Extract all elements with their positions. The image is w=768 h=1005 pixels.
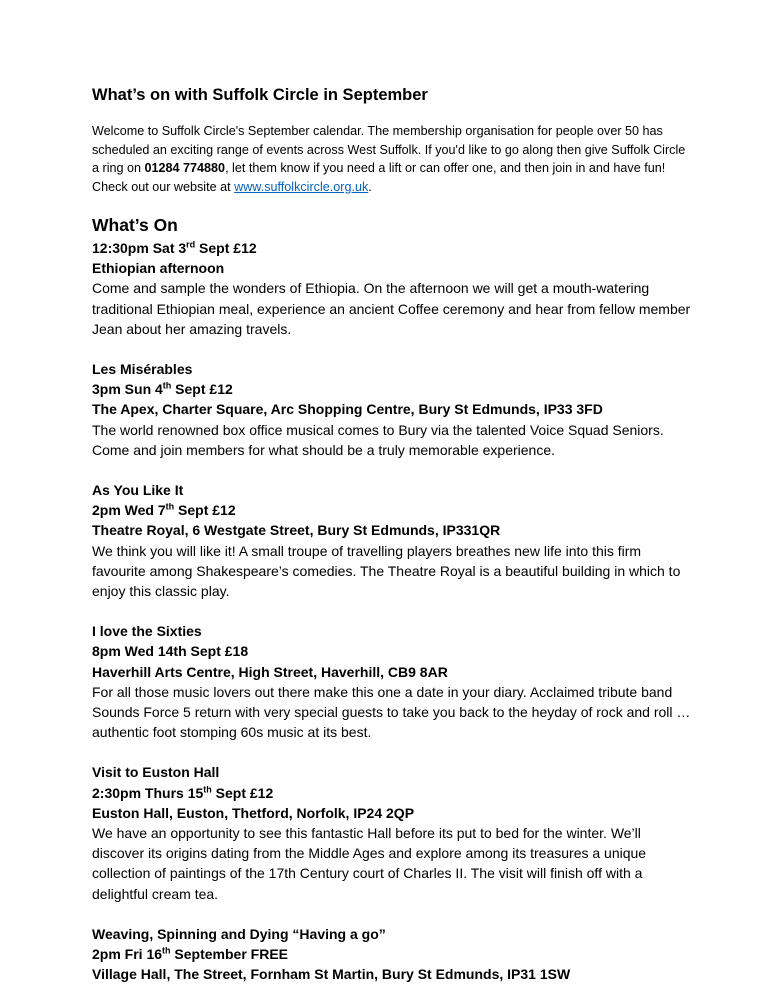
event-venue: Village Hall, The Street, Fornham St Martin, Bury St Edmunds, IP31 1SW xyxy=(92,966,571,983)
event-as-you-like-it xyxy=(92,480,692,601)
document-content xyxy=(92,84,692,1005)
event-title: Weaving, Spinning and Dying “Having a go” xyxy=(92,925,386,942)
phone-number: 01284 774880 xyxy=(144,161,226,175)
event-title: Visit to Euston Hall xyxy=(92,764,220,781)
event-weaving-spinning-dying xyxy=(92,924,692,985)
event-venue: Euston Hall, Euston, Thetford, Norfolk, IP24 2QP xyxy=(92,804,415,821)
event-when: 8pm Wed 14th Sept £18 xyxy=(92,643,249,660)
section-heading: What’s On xyxy=(92,215,178,235)
event-when: 12:30pm Sat 3rd Sept £12 xyxy=(92,239,257,256)
intro-text-after: . xyxy=(368,179,372,194)
event-venue: Haverhill Arts Centre, High Street, Haverhill, CB9 8AR xyxy=(92,663,448,680)
event-when: 2pm Wed 7th Sept £12 xyxy=(92,501,236,519)
page-title: What’s on with Suffolk Circle in September xyxy=(92,86,428,104)
event-les-miserables xyxy=(92,359,692,460)
event-i-love-the-sixties xyxy=(92,621,692,742)
event-title: As You Like It xyxy=(92,482,184,499)
event-venue: Theatre Royal, 6 Westgate Street, Bury St Edmunds, IP331QR xyxy=(92,522,501,539)
event-euston-hall xyxy=(92,762,692,903)
event-when: 3pm Sun 4th Sept £12 xyxy=(92,380,233,398)
event-ethiopian-afternoon xyxy=(92,238,692,339)
event-description: We think you will like it! A small troupe of travelling players breathes new life into this firm favourite among Shakespeare’s comedies. The Theatre Royal is a beautiful building in which to enjoy this classic play. xyxy=(92,542,681,600)
event-title: I love the Sixties xyxy=(92,623,202,640)
event-when: 2:30pm Thurs 15th Sept £12 xyxy=(92,784,274,801)
intro-text-middle: , let them know if you need a lift or can offer one, and then join in and have fun! Check out our website at xyxy=(92,161,666,194)
event-venue: The Apex, Charter Square, Arc Shopping Centre, Bury St Edmunds, IP33 3FD xyxy=(92,401,603,418)
event-title: Les Misérables xyxy=(92,361,193,378)
intro-text-before: Welcome to Suffolk Circle's September calendar. The membership organisation for people over 50 has scheduled an exciting range of events across West Suffolk. If you'd like to go along then give Suffolk Circle a ring on xyxy=(92,124,686,175)
website-link[interactable]: www.suffolkcircle.org.uk xyxy=(234,179,369,194)
event-when: 2pm Fri 16th September FREE xyxy=(92,945,289,963)
intro-paragraph xyxy=(92,122,692,196)
event-description: The world renowned box office musical comes to Bury via the talented Voice Squad Seniors. Come and join members for what should be a truly memorable experience. xyxy=(92,421,664,458)
event-description: For all those music lovers out there make this one a date in your diary. Acclaimed tribute band Sounds Force 5 return with very special guests to take you back to the heyday of rock and roll … authentic foot stomping 60s music at its best. xyxy=(92,683,691,741)
event-description: Come and sample the wonders of Ethiopia. On the afternoon we will get a mouth-watering traditional Ethiopian meal, experience an ancient Coffee ceremony and hear from fellow member Jean about her amazing travels. xyxy=(92,280,691,337)
event-description: We have an opportunity to see this fantastic Hall before its put to bed for the winter. We’ll discover its origins dating from the Middle Ages and explore among its treasures a unique collection of paintings of the 17th Century court of Charles II. The visit will finish off with a delightful cream tea. xyxy=(92,825,647,902)
event-title: Ethiopian afternoon xyxy=(92,260,225,277)
